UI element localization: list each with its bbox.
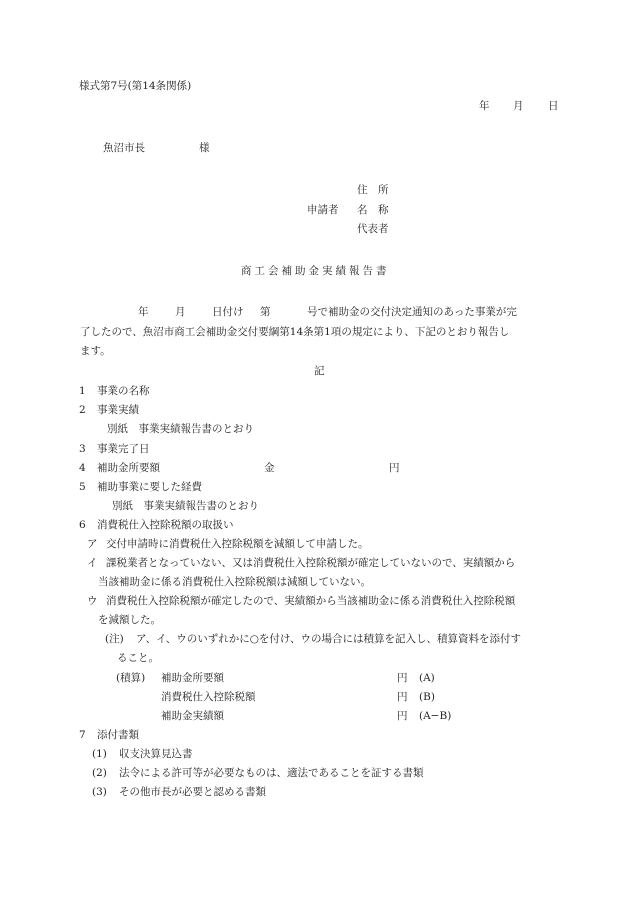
- intro-dated: 日付け: [212, 306, 244, 318]
- applicant-name-label: 名 称: [357, 204, 389, 216]
- option-u-line1: 消費税仕入控除税額が確定したので、実績額から当該補助金に係る消費税仕入控除税額: [106, 595, 516, 607]
- calc-row-yen: 円: [397, 672, 408, 684]
- calc-row-name: 消費税仕入控除税額: [161, 691, 256, 703]
- item-6-number: 6: [79, 519, 86, 531]
- note-line1: ア、イ、ウのいずれかに○を付け、ウの場合には積算を記入し、積算資料を添付す: [136, 633, 521, 645]
- attachment-number: (3): [92, 786, 107, 798]
- item-2-detail: 別紙 事業実績報告書のとおり: [107, 423, 254, 435]
- calc-row-yen: 円: [397, 710, 408, 722]
- option-a-text: 交付申請時に消費税仕入控除税額を減額して申請した。: [106, 538, 369, 550]
- document-title: 商工会補助金実績報告書: [241, 265, 390, 277]
- intro-month: 月: [175, 306, 186, 318]
- option-u-mark: ウ: [87, 595, 98, 607]
- item-2-number: 2: [79, 404, 86, 416]
- item-5-number: 5: [79, 481, 86, 493]
- item-4-label: 補助金所要額: [97, 462, 160, 474]
- item-5-detail: 別紙 事業実績報告書のとおり: [112, 500, 259, 512]
- date-month-label: 月: [513, 100, 524, 112]
- calc-row-name: 補助金所要額: [161, 672, 224, 684]
- option-i-mark: イ: [87, 557, 98, 569]
- intro-line2: 了したので、魚沼市商工会補助金交付要綱第14条第1項の規定により、下記のとおり報告し: [80, 326, 510, 338]
- option-i-line2: 当該補助金に係る消費税仕入控除税額は減額していない。: [98, 576, 371, 588]
- item-7-number: 7: [79, 729, 86, 741]
- applicant-representative-label: 代表者: [357, 223, 389, 235]
- calc-row-code: (A): [419, 672, 435, 684]
- calc-row-code: (A−B): [419, 710, 452, 722]
- calc-row-yen: 円: [397, 691, 408, 703]
- intro-number-prefix: 第: [260, 306, 271, 318]
- intro-year: 年: [138, 306, 149, 318]
- item-3-number: 3: [79, 443, 86, 455]
- item-4-number: 4: [79, 462, 86, 474]
- item-2-label: 事業実績: [97, 404, 139, 416]
- item-1-number: 1: [79, 385, 86, 397]
- intro-line3: ます。: [80, 345, 111, 357]
- date-year-label: 年: [479, 100, 490, 112]
- option-u-line2: を減額した。: [98, 614, 161, 626]
- item-4-kin: 金: [264, 462, 275, 474]
- attachment-text: その他市長が必要と認める書類: [119, 786, 266, 798]
- date-day-label: 日: [548, 100, 559, 112]
- calc-row-name: 補助金実績額: [161, 710, 224, 722]
- item-1-label: 事業の名称: [97, 385, 150, 397]
- item-7-label: 添付書類: [97, 729, 139, 741]
- attachment-text: 収支決算見込書: [119, 748, 193, 760]
- intro-line1-tail: 号で補助金の交付決定通知のあった事業が完: [307, 306, 517, 318]
- option-i-line1: 課税業者となっていない、又は消費税仕入控除税額が確定していないので、実績額から: [106, 557, 516, 569]
- note-label: (注): [105, 633, 124, 645]
- addressee-name: 魚沼市長: [103, 142, 145, 154]
- option-a-mark: ア: [87, 538, 98, 550]
- item-5-label: 補助事業に要した経費: [97, 481, 202, 493]
- note-line2: ること。: [117, 652, 159, 664]
- attachment-text: 法令による許可等が必要なものは、適法であることを証する書類: [119, 767, 424, 779]
- attachment-number: (2): [92, 767, 107, 779]
- form-number: 様式第7号(第14条関係): [79, 80, 192, 92]
- calc-row-code: (B): [419, 691, 435, 703]
- item-6-label: 消費税仕入控除税額の取扱い: [97, 519, 234, 531]
- item-4-yen: 円: [389, 462, 400, 474]
- calc-label: (積算): [116, 672, 146, 684]
- item-3-label: 事業完了日: [97, 443, 150, 455]
- attachment-number: (1): [92, 748, 107, 760]
- ki-heading: 記: [314, 365, 325, 377]
- addressee-honorific: 様: [199, 142, 210, 154]
- applicant-label: 申請者: [307, 204, 339, 216]
- applicant-address-label: 住 所: [357, 184, 389, 196]
